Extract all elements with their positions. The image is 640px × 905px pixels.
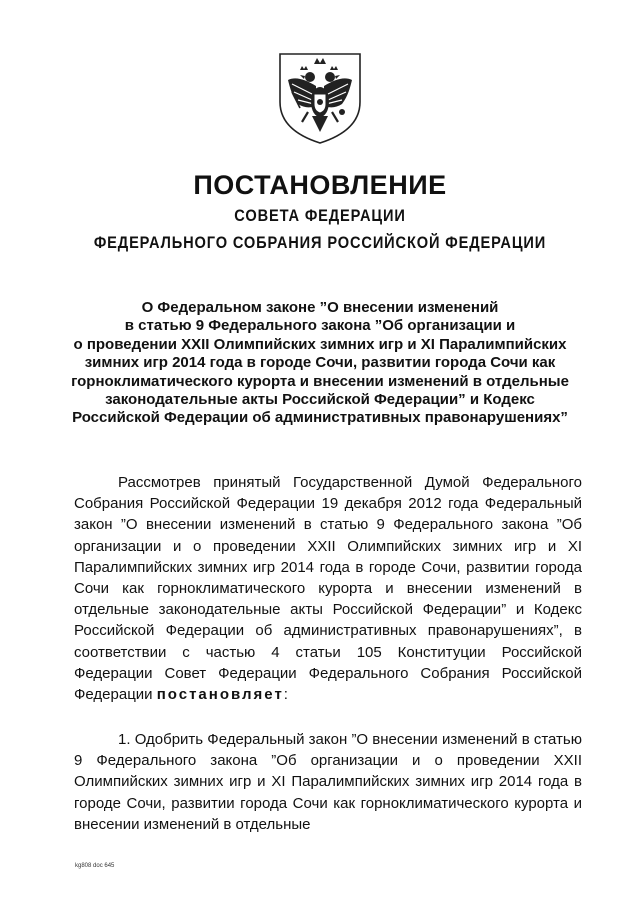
footer-document-code: kg808 doc 645 — [75, 863, 115, 869]
title-line: законодательные акты Российской Федерации” и Кодекс — [105, 391, 535, 409]
title-line: о проведении XXII Олимпийских зимних игр и XI Паралимпийских — [73, 335, 567, 353]
document-title — [40, 299, 600, 428]
coat-of-arms-emblem — [276, 50, 364, 146]
title-line: зимних игр 2014 года в городе Сочи, развитии города Сочи как — [84, 354, 556, 372]
issuer-heading-line2: ФЕДЕРАЛЬНОГО СОБРАНИЯ РОССИЙСКОЙ ФЕДЕРАЦИИ — [93, 233, 547, 252]
resolves-word: постановляет — [156, 686, 284, 704]
title-line: горноклиматического курорта и внесении изменений в отдельные — [71, 372, 569, 390]
body-paragraph-preamble — [74, 472, 582, 705]
issuer-heading-line1: СОВЕТА ФЕДЕРАЦИИ — [234, 206, 406, 225]
title-line: О Федеральном законе ”О внесении изменений — [141, 299, 499, 316]
preamble-text: Рассмотрев принятый Государственной Думой Федерального Собрания Российской Федерации 19 декабря 2012 года Федеральный закон ”О внесении изменений в статью 9 Федерального закона ”Об организации и о проведении XXII Олимпийских зимних игр и XI Паралимпийских зимних игр 2014 года в городе Сочи, развитии города Сочи как горноклиматического курорта и внесении изменений в отдельные законодательные акты Российской Федерации” и Кодекс Российской Федерации об административных правонарушениях”, в соответствии с частью 4 статьи 105 Конституции Российской Федерации Совет Федерации Федерального Собрания Российской Федерации — [74, 474, 582, 704]
document-type-heading: ПОСТАНОВЛЕНИЕ — [193, 170, 447, 200]
body-paragraph-item-1: 1. Одобрить Федеральный закон ”О внесении изменений в статью 9 Федерального закона ”Об организации и о проведении XXII Олимпийских зимних игр и XI Паралимпийских зимних игр 2014 года в городе Сочи, развитии города Сочи как горноклиматического курорта и внесении изменений в отдельные — [74, 731, 582, 833]
title-line: в статью 9 Федерального закона ”Об организации и — [124, 317, 516, 335]
title-line: Российской Федерации об административных правонарушениях” — [72, 409, 568, 427]
preamble-end: : — [283, 686, 288, 704]
